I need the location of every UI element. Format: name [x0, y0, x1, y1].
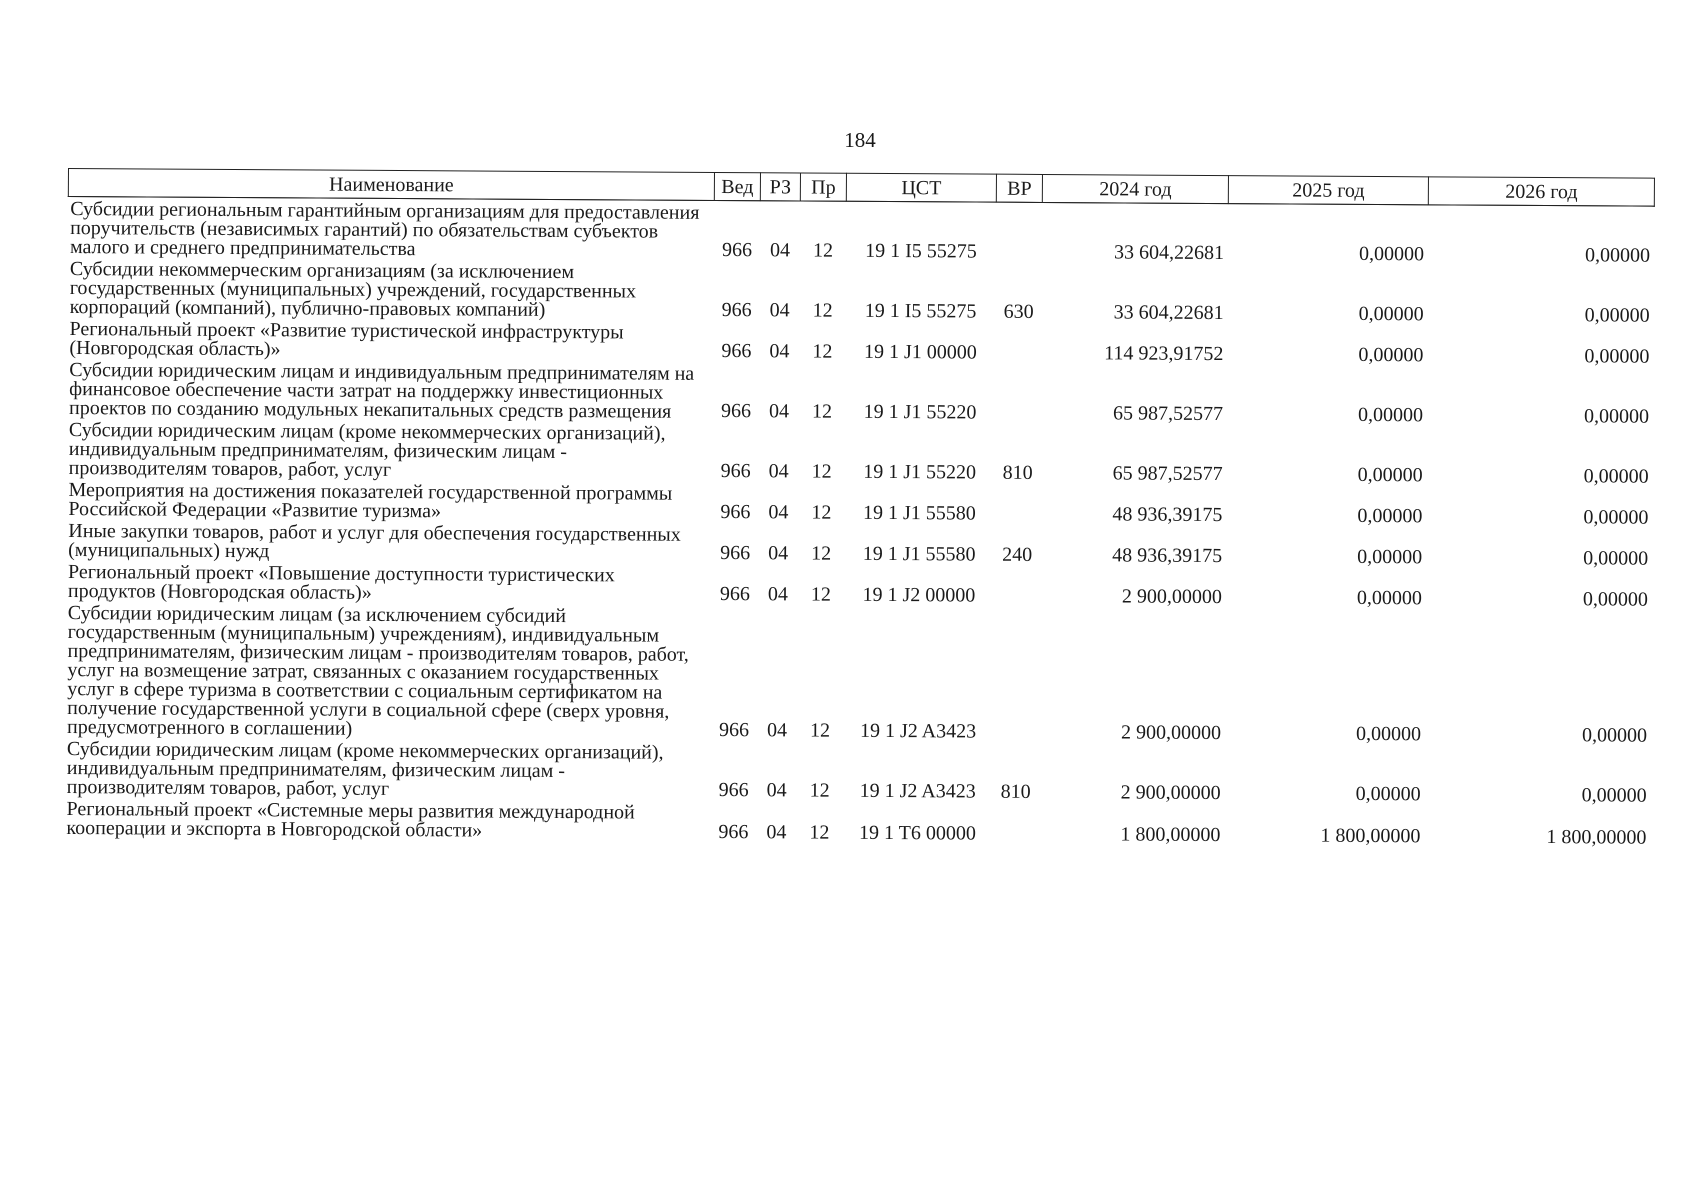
row-rz: 04	[768, 460, 789, 483]
row-name: Субсидии юридическим лицам (кроме некоммерческих организаций), индивидуальным предпринимателям, физическим лицам - производителям товаров, работ, услуг	[68, 419, 666, 481]
row-pr: 12	[812, 340, 833, 363]
row-vr: 810	[1000, 780, 1031, 803]
row-2024: 33 604,22681	[1113, 301, 1224, 325]
row-rz: 04	[768, 400, 790, 423]
row-2026: 0,00000	[1583, 465, 1649, 488]
row-pr: 12	[811, 542, 832, 565]
row-2025: 0,00000	[1357, 403, 1424, 427]
row-2024: 114 923,91752	[1104, 342, 1224, 366]
row-2024: 48 936,39175	[1112, 503, 1223, 527]
header-vr: ВР	[996, 174, 1042, 202]
row-cst: 19 1 I5 55275	[865, 239, 977, 263]
table-row	[65, 601, 1652, 747]
row-2024: 33 604,22681	[1113, 241, 1225, 265]
row-cst: 19 1 J1 55220	[863, 400, 977, 424]
header-name: Наименование	[68, 169, 714, 201]
row-rz: 04	[769, 299, 790, 322]
row-cst: 19 1 J1 00000	[863, 340, 977, 364]
row-rz: 04	[768, 501, 789, 524]
row-pr: 12	[809, 779, 830, 802]
row-2025: 0,00000	[1358, 343, 1424, 367]
row-2024: 65 987,52577	[1112, 402, 1224, 426]
row-cst: 19 1 J1 55220	[863, 460, 977, 484]
row-ved: 966	[721, 339, 752, 363]
row-cst: 19 1 I5 55275	[864, 299, 977, 323]
row-2026: 1 800,00000	[1546, 826, 1647, 849]
table-row	[68, 257, 1654, 327]
row-ved: 966	[719, 582, 750, 606]
row-2026: 0,00000	[1583, 547, 1649, 570]
row-2026: 0,00000	[1584, 345, 1650, 368]
row-name: Иные закупки товаров, работ и услуг для обеспечения государственных (муниципальных) нужд	[68, 520, 681, 563]
header-2024: 2024 год	[1042, 174, 1228, 203]
row-2025: 1 800,00000	[1320, 824, 1421, 848]
row-rz: 04	[769, 239, 791, 262]
row-ved: 966	[721, 238, 753, 262]
row-rz: 04	[766, 821, 787, 844]
row-ved: 966	[718, 778, 749, 802]
row-2026: 0,00000	[1581, 784, 1647, 807]
row-2025: 0,00000	[1356, 586, 1422, 610]
row-ved: 966	[720, 541, 751, 565]
row-2026: 0,00000	[1584, 304, 1650, 327]
row-2024: 48 936,39175	[1112, 544, 1223, 568]
row-2026: 0,00000	[1581, 724, 1648, 747]
row-pr: 12	[811, 501, 832, 524]
row-2026: 0,00000	[1582, 588, 1648, 611]
row-2024: 2 900,00000	[1121, 721, 1222, 745]
row-pr: 12	[810, 719, 831, 742]
row-vr	[995, 364, 1041, 424]
row-pr: 12	[812, 239, 834, 262]
row-ved: 966	[720, 459, 751, 483]
row-2026: 0,00000	[1583, 506, 1649, 529]
row-2025: 0,00000	[1357, 463, 1423, 487]
row-cst: 19 1 T6 00000	[858, 821, 976, 845]
table-row	[67, 418, 1653, 488]
row-vr: 630	[1003, 300, 1034, 323]
row-vr	[995, 323, 1041, 364]
table-row	[65, 737, 1651, 807]
row-2024: 65 987,52577	[1112, 462, 1223, 486]
row-ved: 966	[720, 500, 751, 524]
row-rz: 04	[767, 583, 788, 606]
row-2025: 0,00000	[1357, 545, 1423, 569]
header-pr: Пр	[800, 173, 846, 201]
header-2025: 2025 год	[1228, 176, 1428, 205]
row-ved: 966	[720, 399, 752, 423]
row-vr: 810	[1002, 461, 1033, 484]
row-pr: 12	[810, 583, 831, 606]
row-2025: 0,00000	[1357, 504, 1423, 528]
row-ved: 966	[721, 298, 752, 322]
row-rz: 04	[766, 779, 787, 802]
header-cst: ЦСТ	[846, 173, 996, 202]
budget-table	[64, 168, 1655, 850]
row-vr	[994, 566, 1040, 607]
row-rz: 04	[768, 542, 789, 565]
header-ved: Вед	[714, 172, 760, 200]
row-2026: 0,00000	[1584, 244, 1651, 267]
row-pr: 12	[811, 460, 832, 483]
row-2025: 0,00000	[1355, 782, 1421, 806]
table-row	[68, 197, 1654, 267]
row-2024: 2 900,00000	[1121, 585, 1222, 609]
row-cst: 19 1 J2 00000	[862, 583, 976, 607]
row-ved: 966	[719, 718, 750, 742]
row-2026: 0,00000	[1583, 405, 1650, 428]
row-cst: 19 1 J1 55580	[862, 542, 976, 566]
row-pr: 12	[809, 821, 830, 844]
row-name: Региональный проект «Системные меры развития международной кооперации и экспорта в Новгородской области»	[66, 798, 635, 842]
header-2026: 2026 год	[1428, 177, 1654, 206]
row-rz: 04	[767, 719, 788, 742]
row-name: Субсидии региональным гарантийным организациям для предоставления поручительств (независимых гарантий) по обязательствам субъектов малого и среднего предпринимательства	[69, 198, 700, 261]
row-vr	[992, 803, 1038, 846]
row-2025: 0,00000	[1358, 242, 1425, 266]
row-2024: 2 900,00000	[1120, 781, 1221, 805]
row-cst: 19 1 J2 A3423	[859, 719, 977, 743]
header-rz: РЗ	[760, 173, 800, 201]
row-2024: 1 800,00000	[1120, 823, 1221, 847]
row-name: Субсидии юридическим лицам (за исключением субсидий государственным (муниципальным) учреждениям), индивидуальным предпринимателям, физическим лицам - производителям товаров, работ, услуг на возмещение затрат, связанных с оказанием государственных услуг в сфере туризма в соответствии с социальным сертификатом на получение государственной услуги в социальной сфере (сверх уровня, предусмотренного в соглашении)	[67, 602, 689, 740]
row-pr: 12	[811, 400, 833, 423]
row-cst: 19 1 J1 55580	[862, 501, 976, 525]
row-pr: 12	[812, 299, 833, 322]
row-cst: 19 1 J2 A3423	[859, 779, 976, 803]
row-name: Субсидии юридическим лицам (кроме некоммерческих организаций), индивидуальным предпринимателям, физическим лицам - производителям товаров, работ, услуг	[66, 738, 664, 800]
row-2025: 0,00000	[1356, 722, 1422, 746]
row-name: Субсидии некоммерческим организациям (за исключением государственных (муниципальных) учреждений, государственных корпораций (компаний), публично-правовых компаний)	[69, 258, 637, 321]
row-rz: 04	[769, 340, 790, 363]
table-row	[67, 358, 1653, 428]
row-name: Региональный проект «Развитие туристической инфраструктуры (Новгородская область)»	[69, 318, 624, 361]
row-name: Субсидии юридическим лицам и индивидуальным предпринимателям на финансовое обеспечение части затрат на поддержку инвестиционных проектов по созданию модульных некапитальных средств размещения	[68, 359, 695, 423]
row-vr	[993, 607, 1040, 743]
row-name: Мероприятия на достижения показателей государственной программы Российской Федерации «Развитие туризма»	[68, 479, 673, 523]
row-name: Региональный проект «Повышение доступности туристических продуктов (Новгородская область)»	[67, 561, 615, 604]
row-vr	[996, 202, 1042, 263]
row-ved: 966	[718, 820, 749, 844]
row-vr	[994, 484, 1040, 525]
page-number: 184	[844, 128, 876, 152]
row-2025: 0,00000	[1358, 302, 1424, 326]
row-vr: 240	[1002, 543, 1033, 566]
